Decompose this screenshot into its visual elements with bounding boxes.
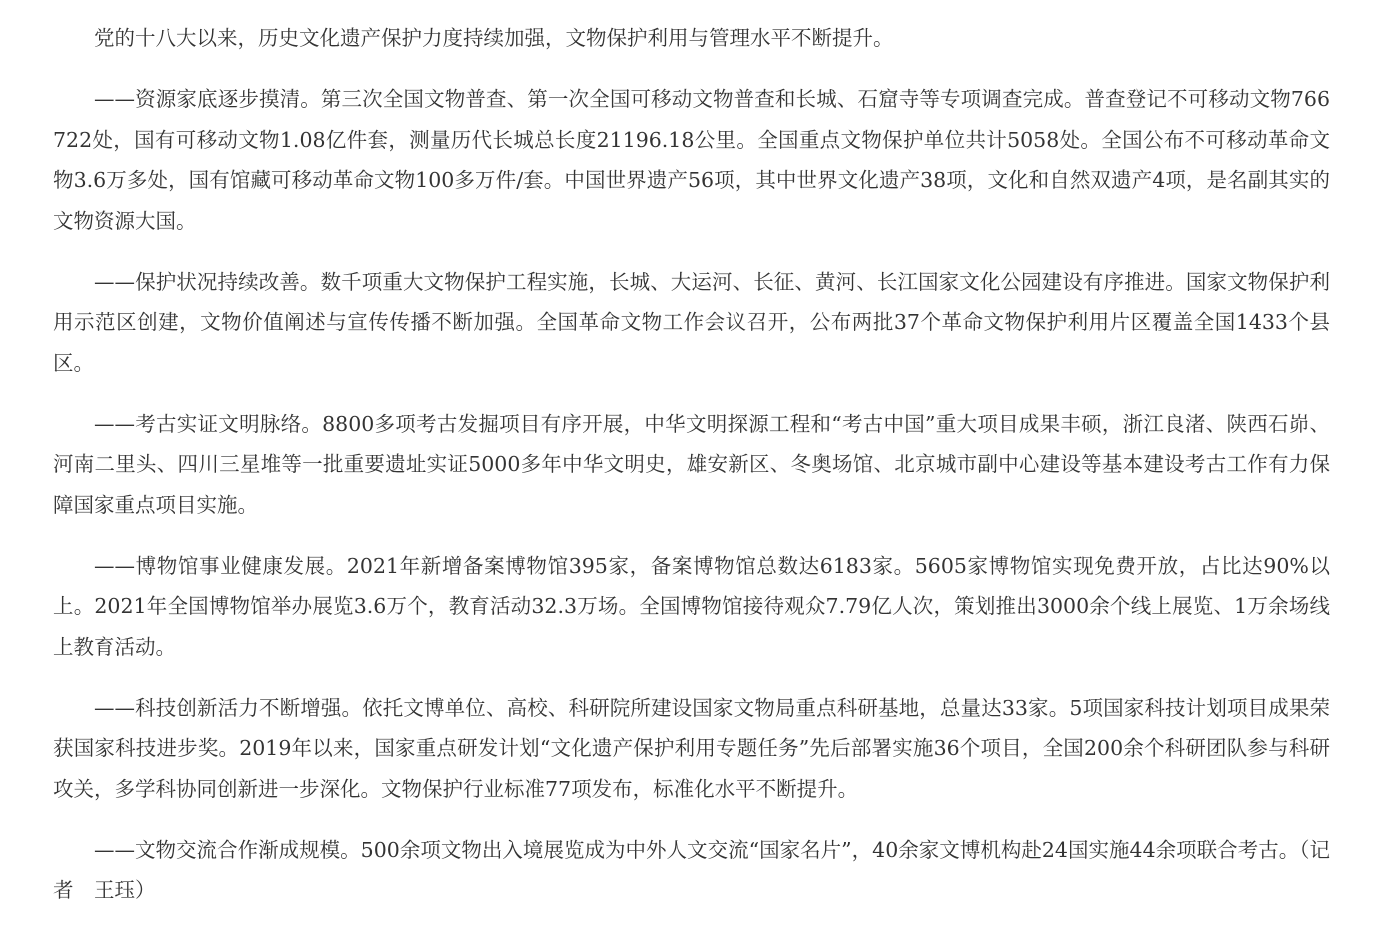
paragraph-exchange: ——文物交流合作渐成规模。500余项文物出入境展览成为中外人文交流“国家名片”，40余家文博机构赴24国实施44余项联合考古。（记者 王珏） [53,837,1330,902]
paragraph-protection: ——保护状况持续改善。数千项重大文物保护工程实施，长城、大运河、长征、黄河、长江国家文化公园建设有序推进。国家文物保护利用示范区创建，文物价值阐述与宣传传播不断加强。全国革命文物工作会议召开，公布两批37个革命文物保护利用片区覆盖全国1433个县区。 [53,269,1330,375]
paragraph-technology: ——科技创新活力不断增强。依托文博单位、高校、科研院所建设国家文物局重点科研基地，总量达33家。5项国家科技计划项目成果荣获国家科技进步奖。2019年以来，国家重点研发计划“文化遗产保护利用专题任务”先后部署实施36个项目，全国200余个科研团队参与科研攻关，多学科协同创新进一步深化。文物保护行业标准77项发布，标准化水平不断提升。 [53,695,1330,801]
paragraph-archaeology: ——考古实证文明脉络。8800多项考古发掘项目有序开展，中华文明探源工程和“考古中国”重大项目成果丰硕，浙江良渚、陕西石峁、河南二里头、四川三星堆等一批重要遗址实证5000多年中华文明史，雄安新区、冬奥场馆、北京城市副中心建设等基本建设考古工作有力保障国家重点项目实施。 [53,411,1330,517]
paragraph-museums: ——博物馆事业健康发展。2021年新增备案博物馆395家，备案博物馆总数达6183家。5605家博物馆实现免费开放，占比达90%以上。2021年全国博物馆举办展览3.6万个，教育活动32.3万场。全国博物馆接待观众7.79亿人次，策划推出3000余个线上展览、1万余场线上教育活动。 [53,553,1330,659]
paragraph-intro: 党的十八大以来，历史文化遗产保护力度持续加强，文物保护利用与管理水平不断提升。 [94,26,894,50]
paragraph-resources: ——资源家底逐步摸清。第三次全国文物普查、第一次全国可移动文物普查和长城、石窟寺等专项调查完成。普查登记不可移动文物766722处，国有可移动文物1.08亿件套，测量历代长城总长度21196.18公里。全国重点文物保护单位共计5058处。全国公布不可移动革命文物3.6万多处，国有馆藏可移动革命文物100多万件/套。中国世界遗产56项，其中世界文化遗产38项，文化和自然双遗产4项，是名副其实的文物资源大国。 [53,87,1330,233]
